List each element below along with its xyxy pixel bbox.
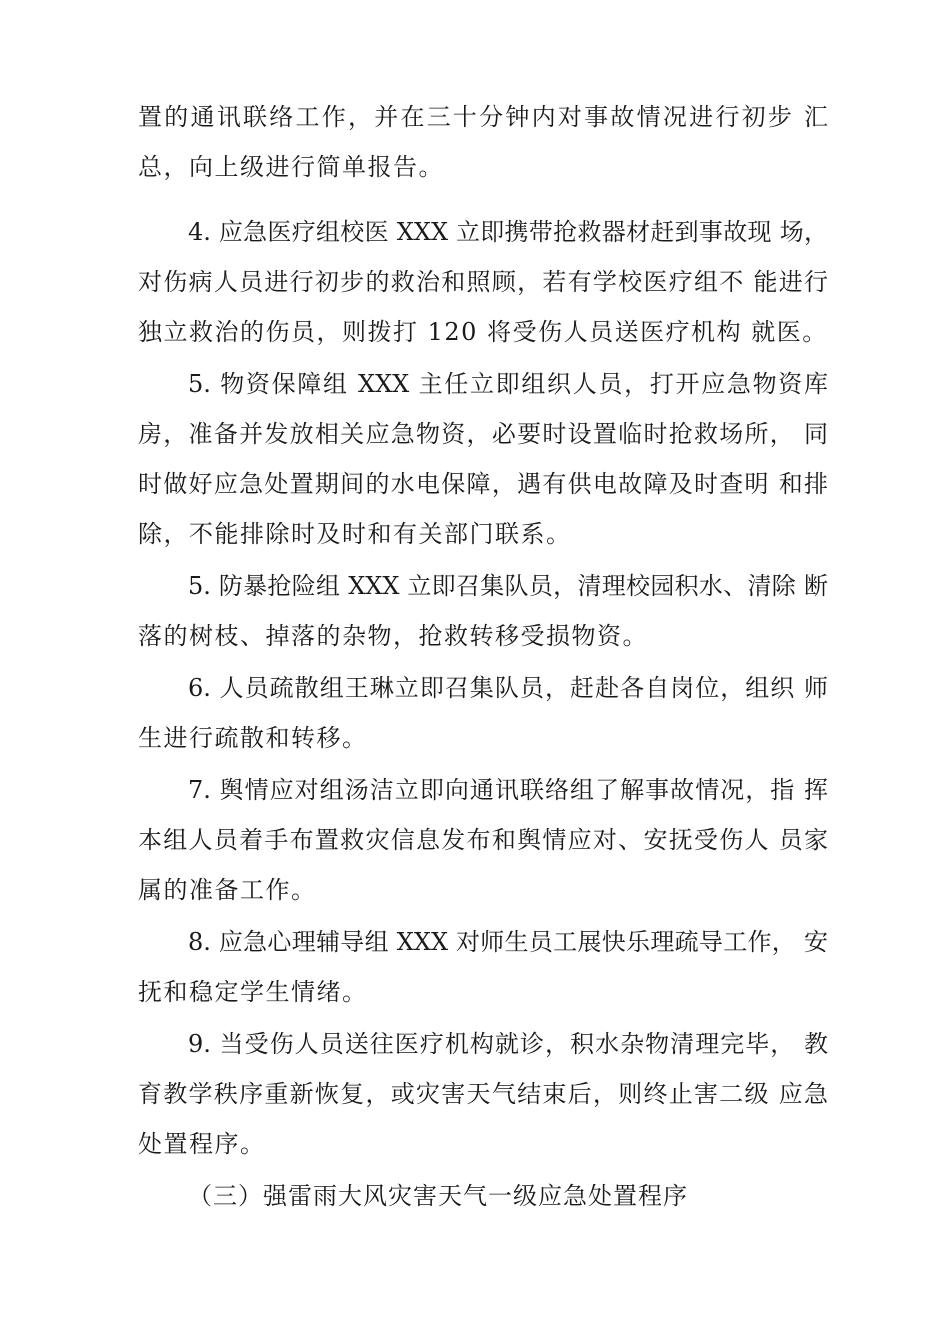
text-line: 8. 应急心理辅导组 XXX 对师生员工展快乐理疏导工作， 安	[188, 928, 828, 956]
text-line: 4. 应急医疗组校医 XXX 立即携带抢救器材赶到事故现 场，	[188, 218, 828, 246]
text-line: 5. 防暴抢险组 XXX 立即召集队员，清理校园积水、清除 断	[188, 572, 828, 600]
text-line: 抚和稳定学生情绪。	[138, 978, 368, 1006]
text-line: 生进行疏散和转移。	[138, 724, 368, 752]
text-line: 6. 人员疏散组王琳立即召集队员，赶赴各自岗位，组织 师	[188, 674, 828, 702]
text-line: 落的树枝、掉落的杂物，抢救转移受损物资。	[138, 622, 648, 650]
text-line: 时做好应急处置期间的水电保障，遇有供电故障及时查明 和排	[138, 470, 828, 498]
section-heading: （三）强雷雨大风灾害天气一级应急处置程序	[188, 1182, 688, 1210]
text-line: 置的通讯联络工作，并在三十分钟内对事故情况进行初步 汇	[138, 103, 828, 131]
text-line: 对伤病人员进行初步的救治和照顾，若有学校医疗组不 能进行	[138, 268, 828, 296]
text-line: 除，不能排除时及时和有关部门联系。	[138, 520, 572, 548]
text-line: 独立救治的伤员，则拨打 120 将受伤人员送医疗机构 就医。	[138, 318, 828, 346]
text-line: 7. 舆情应对组汤洁立即向通讯联络组了解事故情况，指 挥	[188, 776, 828, 804]
text-line: 总，向上级进行简单报告。	[138, 153, 444, 181]
text-line: 处置程序。	[138, 1130, 266, 1158]
text-line: 本组人员着手布置救灾信息发布和舆情应对、安抚受伤人 员家	[138, 826, 828, 854]
text-line: 属的准备工作。	[138, 876, 317, 904]
text-line: 5. 物资保障组 XXX 主任立即组织人员，打开应急物资库	[188, 370, 828, 398]
text-line: 9. 当受伤人员送往医疗机构就诊，积水杂物清理完毕， 教	[188, 1030, 828, 1058]
text-line: 育教学秩序重新恢复，或灾害天气结束后，则终止害二级 应急	[138, 1080, 828, 1108]
text-line: 房，准备并发放相关应急物资，必要时设置临时抢救场所， 同	[138, 420, 828, 448]
